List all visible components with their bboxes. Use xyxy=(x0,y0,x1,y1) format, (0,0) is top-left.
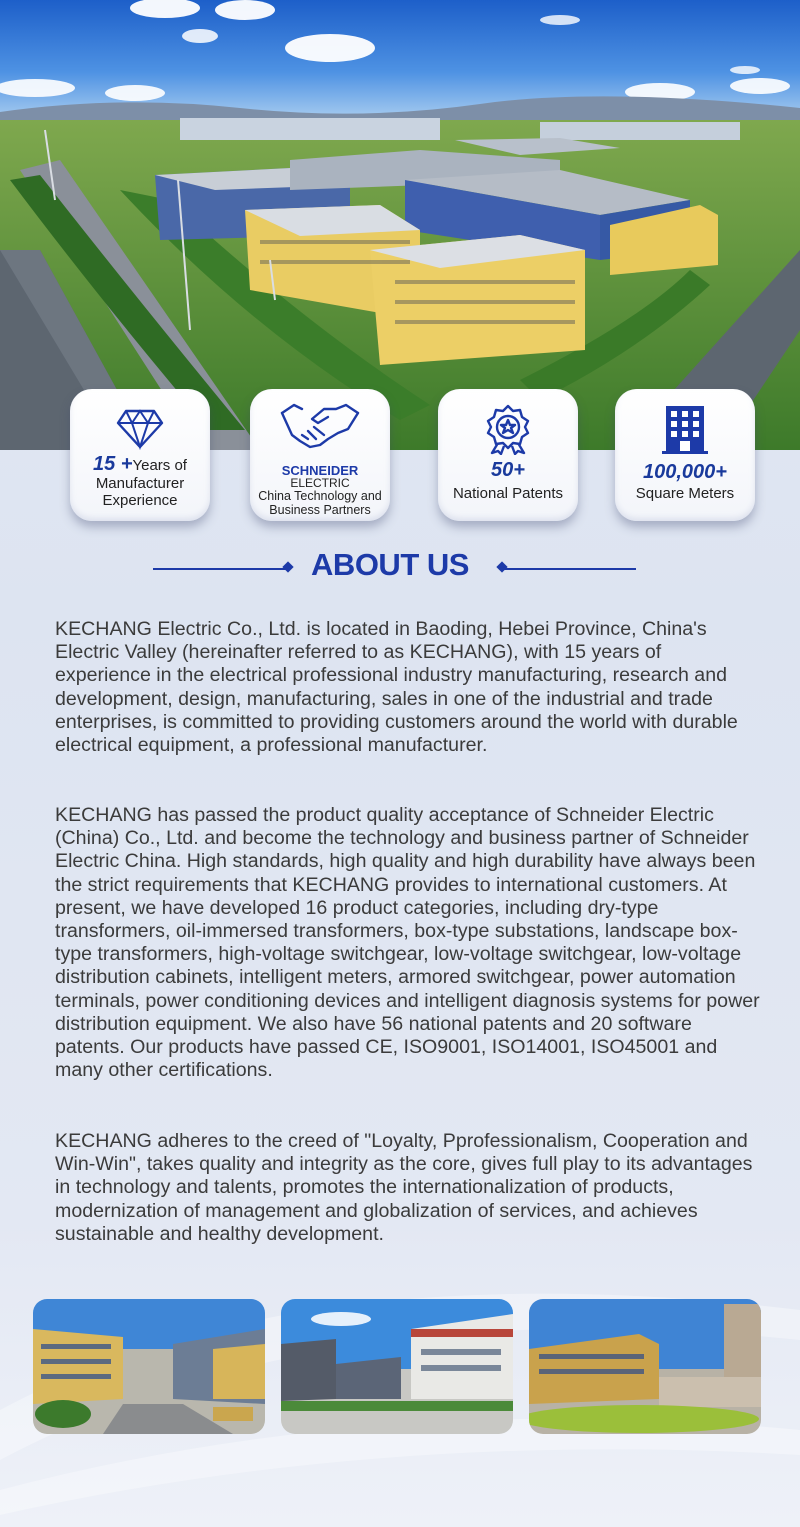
factory-photo-1 xyxy=(33,1299,265,1434)
stat-number: 100,000+ xyxy=(643,461,727,483)
heading-rule-left xyxy=(153,568,288,570)
handshake-icon xyxy=(250,399,390,449)
about-paragraph-2: KECHANG has passed the product quality acceptance of Schneider Electric (China) Co., Ltd. and become the technology and business partner of Schneider Electric China. High standards, high quality and high durability have always been the strict requirements that KECHANG provides to international customers. At present, we have developed 16 product categories, including dry-type transformers, oil-immersed transformers, box-type substations, landscape box-type transformers, high-voltage switchgear, low-voltage switchgear, low-voltage distribution cabinets, intelligent meters, armored switchgear, power automation terminals, power conditioning devices and intelligent diagnosis systems for power distribution equipment. We also have 56 national patents and 20 software patents. Our products have passed CE, ISO9001, ISO14001, ISO45001 and many other certifications. xyxy=(55,804,760,1082)
about-heading: ABOUT US xyxy=(311,547,469,582)
stat-label-inline: Years of xyxy=(132,457,187,474)
factory-photo-2 xyxy=(281,1299,513,1434)
stat-card-experience xyxy=(70,389,210,521)
about-paragraph-1: KECHANG Electric Co., Ltd. is located in Baoding, Hebei Province, China's Electric Valley (hereinafter referred to as KECHANG), with 15 years of experience in the electrical professional industry manufacturing, research and development, design, manufacturing, sales in one of the industrial and trade enterprises, is committed to providing customers around the world with durable electrical equipment, a professional manufacturer. xyxy=(55,618,738,757)
hero-factory-photo xyxy=(0,0,800,450)
brand-line-2: ELECTRIC xyxy=(290,476,350,490)
diamond-icon xyxy=(70,403,210,453)
building-icon xyxy=(615,403,755,453)
stat-label: China Technology and Business Partners xyxy=(258,489,382,517)
stat-card-area xyxy=(615,389,755,521)
factory-photo-3 xyxy=(529,1299,761,1434)
about-paragraph-3: KECHANG adheres to the creed of "Loyalty, Pprofessionalism, Cooperation and Win-Win", takes quality and integrity as the core, gives full play to its advantages in technology and talents, promotes the internationalization of products, modernization of management and globalization of services, and achieves sustainable and healthy development. xyxy=(55,1130,753,1245)
stat-number: 15 + xyxy=(93,453,133,475)
heading-rule-right xyxy=(502,568,636,570)
stat-card-partners xyxy=(250,389,390,521)
brand-line-1: SCHNEIDER xyxy=(281,463,359,478)
stat-label: Square Meters xyxy=(635,485,735,502)
heading-diamond-right xyxy=(496,561,507,572)
stat-number: 50+ xyxy=(491,459,525,481)
stat-card-patents xyxy=(438,389,578,521)
stat-label: National Patents xyxy=(452,485,564,502)
stat-label: Manufacturer Experience xyxy=(95,475,185,509)
award-badge-icon xyxy=(438,403,578,453)
